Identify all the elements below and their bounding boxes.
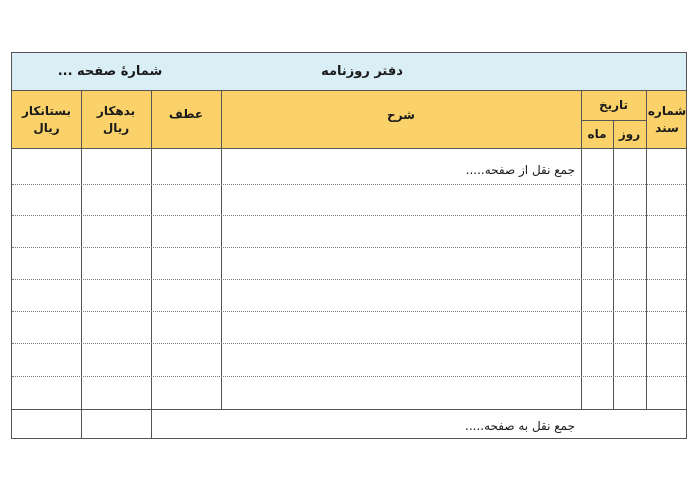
column-divider [221, 91, 222, 409]
debit-currency-label: ریال [102, 121, 130, 135]
column-divider [581, 91, 582, 409]
journal-title: دفتر روزنامه [321, 64, 403, 79]
column-divider [613, 121, 614, 409]
page-number-label: شمارهٔ صفحه ... [57, 64, 163, 79]
description-column-header [221, 91, 581, 149]
month-label: ماه [587, 127, 607, 142]
reference-column-header [151, 91, 221, 149]
credit-label: بستانکار [21, 103, 72, 118]
column-divider [81, 91, 82, 438]
date-column-header [581, 91, 646, 121]
reference-label: عطف [168, 107, 204, 122]
date-label: تاریخ [598, 98, 629, 113]
row-line [12, 184, 686, 185]
credit-column-header [12, 91, 81, 149]
row-line [12, 311, 686, 312]
credit-currency-label: ریال [33, 121, 60, 135]
journal-form [11, 52, 687, 439]
column-divider [151, 91, 152, 438]
row-line [12, 247, 686, 248]
row-line [12, 343, 686, 344]
row-line [12, 279, 686, 280]
day-label: روز [618, 127, 641, 142]
row-line [12, 376, 686, 377]
column-divider [646, 91, 647, 409]
carried-from-text: جمع نقل از صفحه..... [465, 163, 575, 177]
day-column-header [613, 121, 646, 149]
doc-number-label: شماره [647, 103, 687, 118]
debit-label: بدهکار [96, 103, 136, 118]
month-column-header [581, 121, 613, 149]
description-label: شرح [387, 108, 415, 123]
doc-number-column-header [646, 91, 688, 149]
row-line [12, 215, 686, 216]
debit-column-header [81, 91, 151, 149]
doc-label: سند [655, 121, 679, 135]
carried-to-text: جمع نقل به صفحه..... [465, 419, 575, 433]
footer-divider [12, 409, 686, 410]
